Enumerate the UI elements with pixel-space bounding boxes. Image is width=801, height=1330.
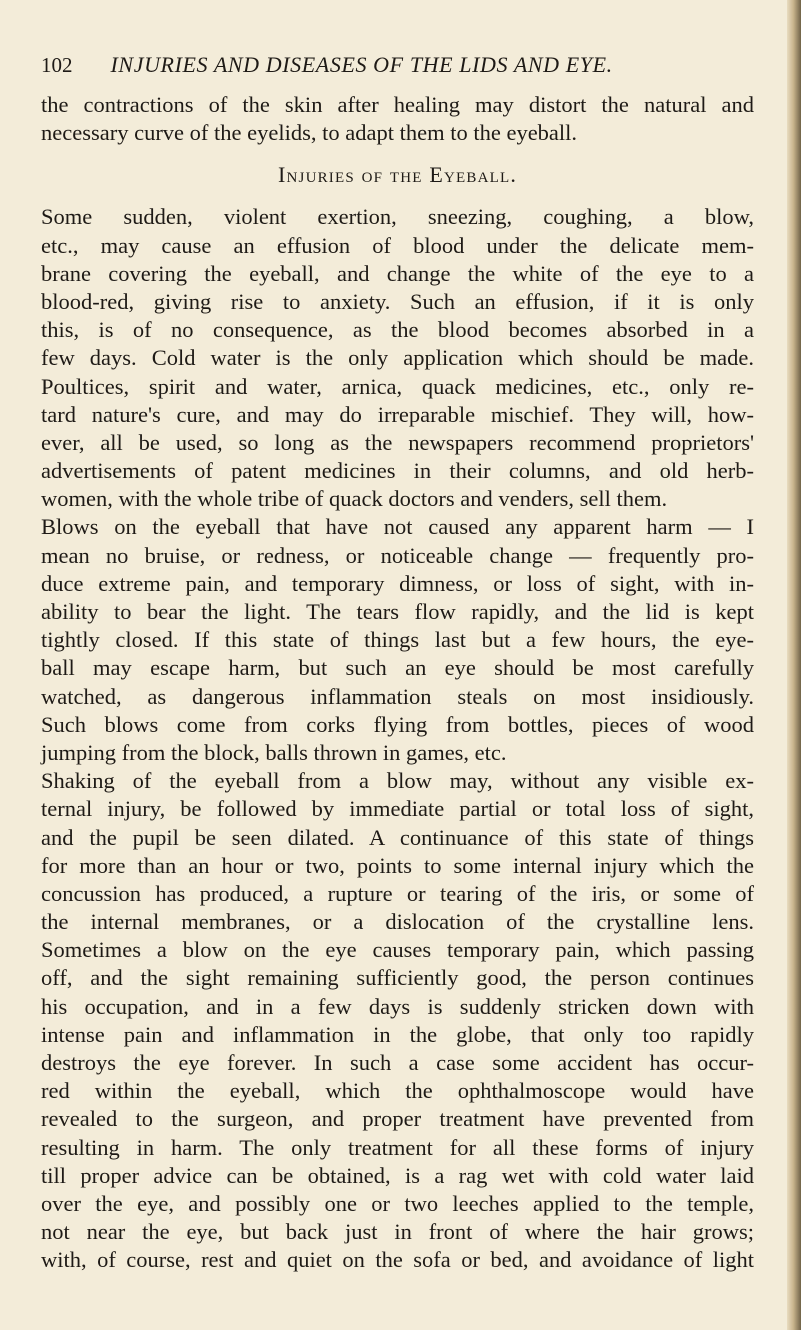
- text-line: his occupation, and in a few days is suddenly stricken down with: [41, 993, 754, 1019]
- page-text: [41, 91, 754, 1275]
- text-line: few days. Cold water is the only application which should be made.: [41, 345, 754, 371]
- text-line: the internal membranes, or a dislocation of the crystalline lens.: [41, 909, 754, 935]
- text-line: tightly closed. If this state of things last but a few hours, the eye-: [41, 627, 754, 653]
- running-title: INJURIES AND DISEASES OF THE LIDS AND EYE.: [110, 52, 613, 77]
- text-line: red within the eyeball, which the ophthalmoscope would have: [41, 1078, 754, 1104]
- text-line: Sometimes a blow on the eye causes temporary pain, which passing: [41, 937, 754, 963]
- text-line: Shaking of the eyeball from a blow may, without any visible ex-: [41, 768, 754, 794]
- page-number: 102: [41, 53, 73, 77]
- text-line: brane covering the eyeball, and change the white of the eye to a: [41, 260, 754, 286]
- text-line: not near the eye, but back just in front of where the hair grows;: [41, 1219, 754, 1245]
- text-line: till proper advice can be obtained, is a rag wet with cold water laid: [41, 1162, 754, 1188]
- text-line: intense pain and inflammation in the globe, that only too rapidly: [41, 1021, 754, 1047]
- text-line: concussion has produced, a rupture or tearing of the iris, or some of: [41, 880, 754, 906]
- text-line: ever, all be used, so long as the newspapers recommend proprietors': [41, 429, 754, 455]
- text-line: Such blows come from corks flying from bottles, pieces of wood: [41, 711, 754, 737]
- text-line: blood-red, giving rise to anxiety. Such an effusion, if it is only: [41, 288, 754, 314]
- page-edge: [787, 0, 801, 1330]
- text-line: Some sudden, violent exertion, sneezing, coughing, a blow,: [41, 204, 754, 230]
- text-line: off, and the sight remaining sufficiently good, the person continues: [41, 965, 754, 991]
- text-line: ball may escape harm, but such an eye should be most carefully: [41, 655, 754, 681]
- text-line: resulting in harm. The only treatment for all these forms of injury: [41, 1134, 754, 1160]
- text-line: for more than an hour or two, points to some internal injury which the: [41, 852, 754, 878]
- text-line: and the pupil be seen dilated. A continuance of this state of things: [41, 824, 754, 850]
- text-line: women, with the whole tribe of quack doctors and venders, sell them.: [41, 486, 668, 512]
- text-line: ternal injury, be followed by immediate partial or total loss of sight,: [41, 796, 754, 822]
- text-line: Blows on the eyeball that have not caused any apparent harm — I: [41, 514, 754, 540]
- text-line: destroys the eye forever. In such a case some accident has occur-: [41, 1050, 754, 1075]
- text-line: with, of course, rest and quiet on the sofa or bed, and avoidance of light: [41, 1247, 754, 1273]
- text-line: Poultices, spirit and water, arnica, quack medicines, etc., only re-: [41, 373, 754, 399]
- text-line: over the eye, and possibly one or two leeches applied to the temple,: [41, 1190, 754, 1216]
- text-line: this, is of no consequence, as the blood becomes absorbed in a: [41, 317, 754, 343]
- text-line: tard nature's cure, and may do irreparable mischief. They will, how-: [41, 401, 754, 427]
- page-header: [41, 50, 741, 80]
- text-line: jumping from the block, balls thrown in games, etc.: [41, 739, 507, 765]
- text-line: advertisements of patent medicines in their columns, and old herb-: [41, 458, 754, 484]
- text-line: etc., may cause an effusion of blood under the delicate mem-: [41, 232, 754, 258]
- text-line: watched, as dangerous inflammation steals on most insidiously.: [41, 683, 754, 709]
- text-line: revealed to the surgeon, and proper treatment have prevented from: [41, 1106, 754, 1132]
- text-line: duce extreme pain, and temporary dimness, or loss of sight, with in-: [41, 570, 754, 596]
- text-line: necessary curve of the eyelids, to adapt them to the eyeball.: [41, 120, 578, 146]
- section-heading: Injuries of the Eyeball.: [277, 162, 518, 188]
- text-line: mean no bruise, or redness, or noticeable change — frequently pro-: [41, 542, 754, 568]
- text-line: ability to bear the light. The tears flow rapidly, and the lid is kept: [41, 599, 754, 624]
- text-line: the contractions of the skin after healing may distort the natural and: [41, 92, 754, 117]
